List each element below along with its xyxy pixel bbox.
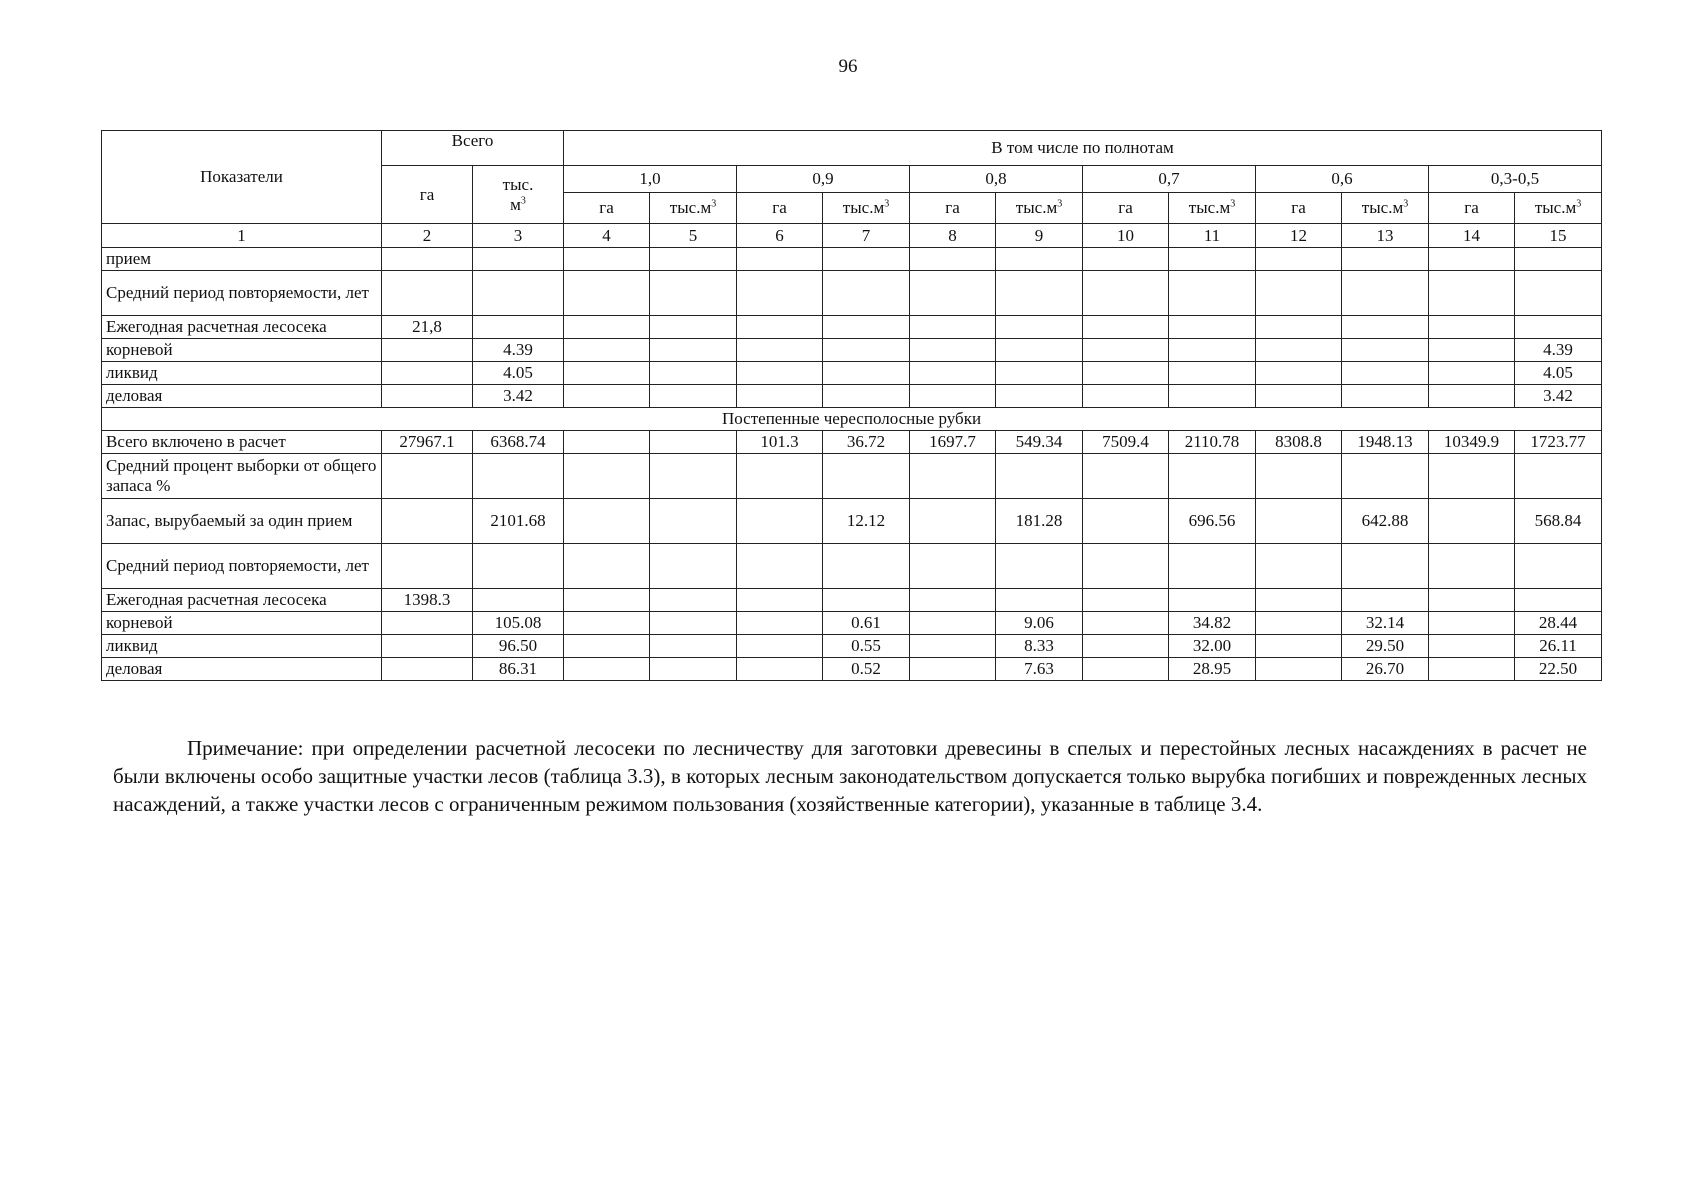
table-cell	[1256, 499, 1342, 544]
table-cell: 696.56	[1169, 499, 1256, 544]
header-unit-ha: га	[910, 193, 996, 224]
table-cell	[473, 248, 564, 271]
table-cell	[1083, 248, 1169, 271]
table-row	[102, 499, 1602, 544]
table-cell	[737, 339, 823, 362]
header-density: 0,6	[1256, 166, 1429, 193]
forest-table	[101, 130, 1602, 681]
table-cell: 4.05	[1515, 362, 1602, 385]
table-cell	[1169, 454, 1256, 499]
table-cell	[650, 431, 737, 454]
table-cell: 8308.8	[1256, 431, 1342, 454]
table-cell	[1169, 362, 1256, 385]
header-density: 0,9	[737, 166, 910, 193]
table-cell	[382, 612, 473, 635]
column-number: 14	[1429, 224, 1515, 248]
table-cell	[910, 362, 996, 385]
table-cell	[564, 385, 650, 408]
table-cell	[382, 635, 473, 658]
table-cell	[737, 499, 823, 544]
table-cell	[564, 316, 650, 339]
table-cell	[737, 589, 823, 612]
table-cell: 1697.7	[910, 431, 996, 454]
header-unit-ha: га	[1256, 193, 1342, 224]
table-cell	[564, 499, 650, 544]
table-cell: 1398.3	[382, 589, 473, 612]
table-cell	[1256, 362, 1342, 385]
table-cell	[823, 544, 910, 589]
header-total: Всего	[382, 131, 564, 166]
table-cell: 1723.77	[1515, 431, 1602, 454]
table-cell	[737, 271, 823, 316]
table-cell	[650, 635, 737, 658]
table-cell	[564, 589, 650, 612]
table-cell	[650, 339, 737, 362]
table-cell	[737, 635, 823, 658]
table-cell: 642.88	[1342, 499, 1429, 544]
table-body-top	[102, 248, 1602, 408]
table-cell	[823, 589, 910, 612]
table-cell	[823, 339, 910, 362]
table-cell	[1515, 316, 1602, 339]
table-cell	[1429, 544, 1515, 589]
header-total-ha: га	[382, 166, 473, 224]
table-cell	[473, 589, 564, 612]
table-cell	[910, 339, 996, 362]
table-cell	[910, 454, 996, 499]
table-cell	[737, 454, 823, 499]
table-cell	[650, 612, 737, 635]
table-cell	[564, 544, 650, 589]
table-cell	[823, 454, 910, 499]
table-cell	[1515, 544, 1602, 589]
table-cell: 0.55	[823, 635, 910, 658]
table-cell	[996, 454, 1083, 499]
table-cell	[382, 339, 473, 362]
row-label: Средний процент выборки от общего запаса %	[102, 454, 382, 499]
header-unit-tys-m3: $тыс.м^3$	[1169, 193, 1256, 224]
table-row	[102, 589, 1602, 612]
table-cell	[1169, 589, 1256, 612]
table-cell: 28.95	[1169, 658, 1256, 681]
table-cell	[1429, 271, 1515, 316]
table-cell	[1429, 589, 1515, 612]
table-cell	[564, 635, 650, 658]
table-cell	[1083, 658, 1169, 681]
table-cell	[996, 248, 1083, 271]
table-row	[102, 612, 1602, 635]
table-cell	[650, 385, 737, 408]
table-cell	[823, 316, 910, 339]
header-total-tys-m3: тыс. $м^3$	[473, 166, 564, 224]
table-cell	[1429, 385, 1515, 408]
column-number: 4	[564, 224, 650, 248]
table-cell: 1948.13	[1342, 431, 1429, 454]
table-cell: 26.11	[1515, 635, 1602, 658]
table-cell	[564, 362, 650, 385]
header-density: 0,8	[910, 166, 1083, 193]
table-cell	[650, 316, 737, 339]
column-number: 11	[1169, 224, 1256, 248]
header-unit-ha: га	[737, 193, 823, 224]
table-cell	[1083, 385, 1169, 408]
note-paragraph	[113, 734, 1587, 818]
header-density: 0,3-0,5	[1429, 166, 1602, 193]
table-cell	[1083, 499, 1169, 544]
column-number: 7	[823, 224, 910, 248]
table-cell: 2101.68	[473, 499, 564, 544]
table-cell	[1429, 362, 1515, 385]
header-density: 0,7	[1083, 166, 1256, 193]
table-row	[102, 362, 1602, 385]
table-cell: 10349.9	[1429, 431, 1515, 454]
table-cell	[1429, 499, 1515, 544]
table-cell	[996, 589, 1083, 612]
table-cell	[910, 635, 996, 658]
table-cell	[564, 658, 650, 681]
table-cell: 0.52	[823, 658, 910, 681]
table-row	[102, 271, 1602, 316]
table-cell	[996, 339, 1083, 362]
table-cell	[564, 431, 650, 454]
table-cell	[382, 362, 473, 385]
header-unit-tys-m3: $тыс.м^3$	[1342, 193, 1429, 224]
table-cell	[1256, 339, 1342, 362]
table-cell: 3.42	[473, 385, 564, 408]
column-number: 13	[1342, 224, 1429, 248]
column-number: 10	[1083, 224, 1169, 248]
table-cell	[564, 248, 650, 271]
table-cell	[823, 362, 910, 385]
table-cell	[1342, 454, 1429, 499]
table-cell	[1256, 248, 1342, 271]
table-row	[102, 431, 1602, 454]
row-label: ликвид	[102, 362, 382, 385]
table-row	[102, 454, 1602, 499]
table-cell: 8.33	[996, 635, 1083, 658]
table-cell	[1342, 385, 1429, 408]
table-body-bottom	[102, 431, 1602, 681]
table-cell	[823, 385, 910, 408]
table-cell	[737, 544, 823, 589]
header-unit-tys-m3: $тыс.м^3$	[996, 193, 1083, 224]
table-cell	[1083, 612, 1169, 635]
table-row	[102, 658, 1602, 681]
table-cell	[650, 589, 737, 612]
table-cell	[1083, 454, 1169, 499]
table-cell: 26.70	[1342, 658, 1429, 681]
table-cell: 28.44	[1515, 612, 1602, 635]
table-cell	[564, 454, 650, 499]
row-label: Всего включено в расчет	[102, 431, 382, 454]
column-number: 2	[382, 224, 473, 248]
table-row	[102, 316, 1602, 339]
table-cell	[1342, 248, 1429, 271]
header-including: В том числе по полнотам	[564, 131, 1602, 166]
table-cell	[823, 271, 910, 316]
table-cell	[1256, 316, 1342, 339]
header-unit-ha: га	[564, 193, 650, 224]
table-cell	[1256, 544, 1342, 589]
column-number: 5	[650, 224, 737, 248]
table-cell	[737, 612, 823, 635]
table-cell: 32.14	[1342, 612, 1429, 635]
table-cell	[1429, 454, 1515, 499]
table-cell	[1169, 385, 1256, 408]
table-cell	[737, 248, 823, 271]
table-cell	[1429, 658, 1515, 681]
table-header	[102, 131, 1602, 248]
table-cell	[996, 362, 1083, 385]
column-number: 3	[473, 224, 564, 248]
table-cell	[737, 658, 823, 681]
table-cell: 2110.78	[1169, 431, 1256, 454]
table-cell	[473, 544, 564, 589]
table-cell	[382, 658, 473, 681]
table-cell	[1342, 362, 1429, 385]
table-cell: 21,8	[382, 316, 473, 339]
table-cell: 32.00	[1169, 635, 1256, 658]
table-row	[102, 385, 1602, 408]
table-cell	[910, 316, 996, 339]
header-unit-tys-m3: $тыс.м^3$	[823, 193, 910, 224]
table-cell	[910, 589, 996, 612]
table-cell: 181.28	[996, 499, 1083, 544]
table-cell	[1169, 544, 1256, 589]
table-cell	[996, 316, 1083, 339]
table-cell	[650, 544, 737, 589]
table-cell: 568.84	[1515, 499, 1602, 544]
table-cell	[823, 248, 910, 271]
table-cell	[564, 339, 650, 362]
table-cell	[650, 362, 737, 385]
table-cell: 29.50	[1342, 635, 1429, 658]
table-cell	[564, 271, 650, 316]
table-cell: 12.12	[823, 499, 910, 544]
row-label: Запас, вырубаемый за один прием	[102, 499, 382, 544]
table-cell	[1256, 635, 1342, 658]
table-cell	[996, 385, 1083, 408]
header-unit-ha: га	[1083, 193, 1169, 224]
table-cell	[1083, 589, 1169, 612]
table-row	[102, 544, 1602, 589]
table-cell	[382, 271, 473, 316]
table-cell	[382, 454, 473, 499]
row-label: Ежегодная расчетная лесосека	[102, 316, 382, 339]
table-cell	[382, 385, 473, 408]
table-cell	[650, 271, 737, 316]
table-cell	[1256, 385, 1342, 408]
table-row	[102, 635, 1602, 658]
table-cell	[650, 454, 737, 499]
table-cell	[1256, 454, 1342, 499]
table-cell: 22.50	[1515, 658, 1602, 681]
row-label: корневой	[102, 339, 382, 362]
table-cell	[996, 271, 1083, 316]
table-cell	[1169, 248, 1256, 271]
table-cell: 549.34	[996, 431, 1083, 454]
table-cell	[910, 385, 996, 408]
table-cell: 3.42	[1515, 385, 1602, 408]
column-number: 9	[996, 224, 1083, 248]
table-cell	[650, 499, 737, 544]
table-cell	[910, 544, 996, 589]
header-indicators: Показатели	[102, 131, 382, 224]
table-cell	[1515, 271, 1602, 316]
table-cell	[1342, 316, 1429, 339]
table-cell	[910, 271, 996, 316]
header-unit-ha: га	[1429, 193, 1515, 224]
note-text: Примечание: при определении расчетной лесосеки по лесничеству для заготовки древесины в спелых и перестойных лесных насаждениях в расчет не были включены особо защитные участки лесов (таблица 3.3), в которых лесным законодательством допускается только вырубка погибших и поврежденных лесных насаждений, а также участки лесов с ограниченным режимом пользования (хозяйственные категории), указанные в таблице 3.4.	[113, 736, 1587, 816]
table-cell: 6368.74	[473, 431, 564, 454]
table-cell: 105.08	[473, 612, 564, 635]
table-cell	[1342, 589, 1429, 612]
table-cell	[1429, 248, 1515, 271]
table-cell	[1083, 339, 1169, 362]
table-cell	[910, 658, 996, 681]
table-cell	[1169, 316, 1256, 339]
table-section	[102, 408, 1602, 431]
column-number: 1	[102, 224, 382, 248]
table-cell: 86.31	[473, 658, 564, 681]
table-cell: 4.39	[1515, 339, 1602, 362]
header-unit-tys-m3: $тыс.м^3$	[650, 193, 737, 224]
table-cell	[1429, 612, 1515, 635]
table-cell	[737, 362, 823, 385]
table-cell	[1429, 339, 1515, 362]
column-number: 15	[1515, 224, 1602, 248]
table-cell	[910, 612, 996, 635]
table-cell	[382, 499, 473, 544]
header-density: 1,0	[564, 166, 737, 193]
header-unit-tys-m3: $тыс.м^3$	[1515, 193, 1602, 224]
table-cell	[737, 385, 823, 408]
table-cell	[996, 544, 1083, 589]
row-label: Средний период повторяемости, лет	[102, 544, 382, 589]
table-cell	[1256, 612, 1342, 635]
table-cell	[910, 499, 996, 544]
row-label: прием	[102, 248, 382, 271]
table-cell	[1515, 248, 1602, 271]
table-row	[102, 248, 1602, 271]
table-cell	[650, 658, 737, 681]
table-cell: 0.61	[823, 612, 910, 635]
table-cell: 4.05	[473, 362, 564, 385]
table-cell	[473, 316, 564, 339]
section-title: Постепенные чересполосные рубки	[102, 408, 1602, 431]
table-cell	[473, 271, 564, 316]
table-cell	[1256, 589, 1342, 612]
row-label: корневой	[102, 612, 382, 635]
table-cell	[1515, 454, 1602, 499]
table-cell	[1515, 589, 1602, 612]
table-cell	[650, 248, 737, 271]
column-number: 12	[1256, 224, 1342, 248]
row-label: деловая	[102, 385, 382, 408]
table-cell	[1429, 316, 1515, 339]
table-cell	[1083, 362, 1169, 385]
table-cell: 36.72	[823, 431, 910, 454]
row-label: Средний период повторяемости, лет	[102, 271, 382, 316]
column-number: 6	[737, 224, 823, 248]
page-number: 96	[838, 56, 858, 77]
table-cell	[1256, 271, 1342, 316]
table-cell	[910, 248, 996, 271]
table-cell	[1083, 544, 1169, 589]
table-cell: 4.39	[473, 339, 564, 362]
table-cell: 9.06	[996, 612, 1083, 635]
table-cell	[1342, 271, 1429, 316]
row-label: ликвид	[102, 635, 382, 658]
table-cell: 101.3	[737, 431, 823, 454]
table-cell	[473, 454, 564, 499]
table-cell	[1083, 635, 1169, 658]
table-cell: 7509.4	[1083, 431, 1169, 454]
row-label: деловая	[102, 658, 382, 681]
table-cell	[1083, 271, 1169, 316]
row-label: Ежегодная расчетная лесосека	[102, 589, 382, 612]
table-cell	[1256, 658, 1342, 681]
table-cell	[737, 316, 823, 339]
table-cell	[1342, 339, 1429, 362]
table-cell	[564, 612, 650, 635]
table-cell: 7.63	[996, 658, 1083, 681]
table-cell	[1169, 339, 1256, 362]
table-cell	[382, 544, 473, 589]
table-cell	[1342, 544, 1429, 589]
table-row	[102, 339, 1602, 362]
table-cell	[1429, 635, 1515, 658]
table-cell: 34.82	[1169, 612, 1256, 635]
table-cell: 27967.1	[382, 431, 473, 454]
column-number: 8	[910, 224, 996, 248]
table-cell: 96.50	[473, 635, 564, 658]
table-cell	[382, 248, 473, 271]
table-cell	[1169, 271, 1256, 316]
table-cell	[1083, 316, 1169, 339]
